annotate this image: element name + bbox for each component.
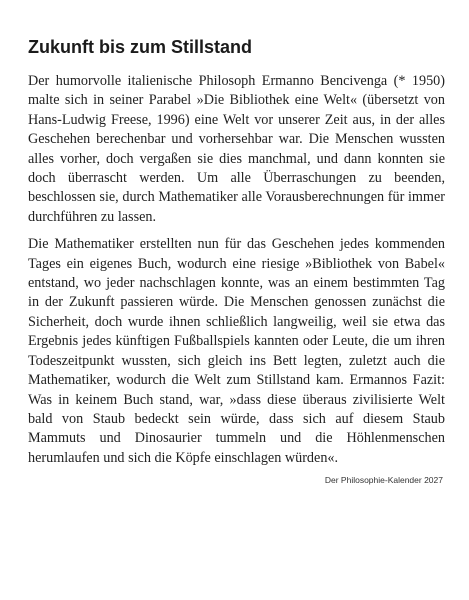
article-paragraph-2: Die Mathematiker erstellten nun für das Geschehen jedes kommenden Tages ein eigenes Buch, wodurch eine riesige »Bibliothek von Babel« entstand, wo jeder nachschlagen konnte, was an einem bestimmten Tag in der Zukunft passieren würde. Die Menschen genossen zunächst die Sicherheit, doch wurde ihnen schließlich langweilig, weil sie etwa das Ergebnis jedes künftigen Fußballspiels kannten oder Leute, die um ihren Todeszeitpunkt wussten, sich gleich ins Bett legten, zuletzt auch die Mathematiker, wodurch die Welt zum Stillstand kam. Ermannos Fazit: Was in keinem Buch stand, war, »dass diese überaus zivilisierte Welt bald von Staub bedeckt sein würde, dass sich auf diesem Staub Mammuts und Dinosaurier tummeln und die Höhlenmenschen herumlaufen und sich die Köpfe einschlagen würden«. — [28, 236, 445, 466]
source-credit: Der Philosophie-Kalender 2027 — [324, 475, 443, 486]
article-title: Zukunft bis zum Stillstand — [28, 37, 252, 57]
article-paragraph-1: Der humorvolle italienische Philosoph Ermanno Bencivenga (* 1950) malte sich in seiner Parabel »Die Bibliothek eine Welt« (übersetzt von Hans-Ludwig Freese, 1996) eine Welt vor unserer Zeit aus, in der alles Geschehen berechenbar und vorhersehbar war. Die Menschen wussten alles vorher, doch vergaßen sie dies manchmal, und dann konnten sie doch überrascht werden. Um alle Überraschungen zu beenden, beschlossen sie, durch Mathematiker alle Vorausberechnungen für immer durchführen zu lassen. — [28, 73, 445, 225]
